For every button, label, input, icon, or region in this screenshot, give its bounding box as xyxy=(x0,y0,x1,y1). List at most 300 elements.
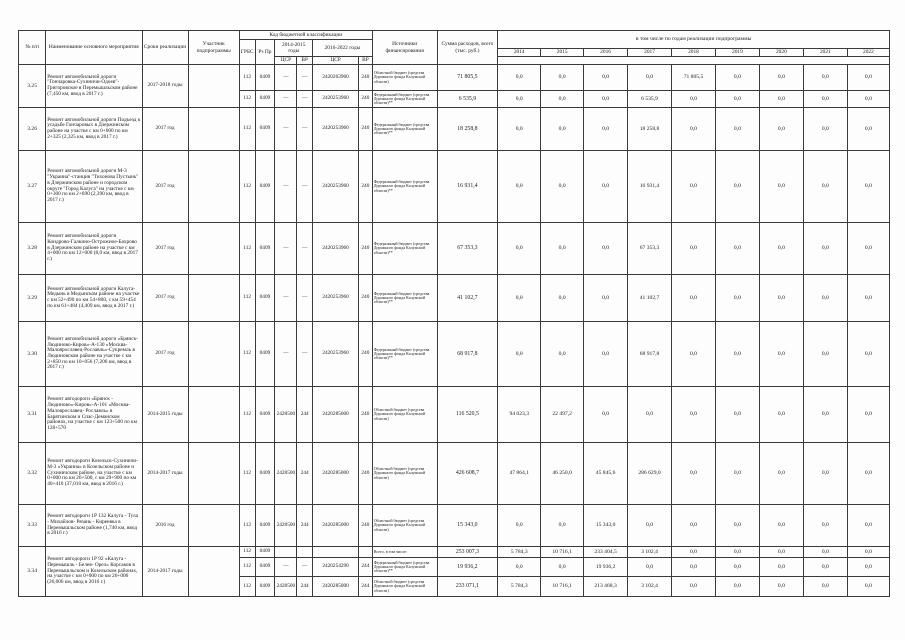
cell-vr-2016: 240 xyxy=(359,443,373,505)
cell-year-value: 10 716,1 xyxy=(541,547,584,558)
cell-year-value: 5 784,3 xyxy=(498,547,541,558)
cell-source: Областной бюджет (средства Дорожного фонда Калужской области) xyxy=(372,577,437,597)
cell-rzpr: 0409 xyxy=(255,443,275,505)
cell-year-value: 0,0 xyxy=(715,322,759,387)
cell-csr-2016: 2420285000 xyxy=(313,577,359,597)
cell-vr-2016: 240 xyxy=(359,223,373,275)
cell-year-value: 46 250,0 xyxy=(541,443,584,505)
cell-year-value: 0,0 xyxy=(803,577,847,597)
cell-year-value: 0,0 xyxy=(541,558,584,577)
cell-csr-2016 xyxy=(313,547,359,558)
cell-vr-2014: — xyxy=(297,65,313,91)
cell-grbs: 112 xyxy=(239,322,255,387)
cell-year-value: 0,0 xyxy=(584,65,628,91)
row-number: 3.31 xyxy=(19,387,46,443)
cell-year-value: 0,0 xyxy=(541,505,584,547)
header-year: 2016 xyxy=(584,49,628,57)
measure-name: Ремонт автомобильной дороги "Гончаровка-Сухиничи-Одоев"- Григоровское в Перемышльском районе (7,450 км, ввод в 2017 г.) xyxy=(46,65,142,108)
cell-csr-2014: 2428500 xyxy=(275,577,297,597)
cell-grbs: 112 xyxy=(239,65,255,91)
header-vr-b: ВР xyxy=(359,57,373,65)
cell-total: 67 353,3 xyxy=(437,223,498,275)
cell-year-value: 0,0 xyxy=(847,505,889,547)
cell-csr-2014: — xyxy=(275,151,297,223)
row-number: 3.34 xyxy=(19,547,46,597)
cell-year-value: 0,0 xyxy=(672,505,716,547)
measure-period: 2014-2017 годы xyxy=(142,443,188,505)
measure-period: 2017 год xyxy=(142,275,188,322)
cell-year-value: 0,0 xyxy=(715,91,759,108)
header-by-year: в том числе по годам реализации подпрограммы xyxy=(498,31,890,49)
cell-rzpr: 0409 xyxy=(255,65,275,91)
cell-year-value: 3 102,4 xyxy=(628,547,672,558)
cell-year-value: 286 629,0 xyxy=(628,443,672,505)
cell-year-value: 10 716,1 xyxy=(541,577,584,597)
header-year: 2014 xyxy=(498,49,541,57)
cell-year-value: 0,0 xyxy=(672,151,716,223)
cell-vr-2016: 240 xyxy=(359,322,373,387)
table-body xyxy=(19,65,890,597)
cell-year-value: 67 353,3 xyxy=(628,223,672,275)
measure-participant xyxy=(188,65,239,108)
cell-year-value: 5 784,3 xyxy=(498,577,541,597)
cell-year-value: 0,0 xyxy=(672,558,716,577)
cell-year-value: 0,0 xyxy=(847,65,889,91)
header-year: 2021 xyxy=(803,49,847,57)
cell-year-value: 0,0 xyxy=(584,322,628,387)
cell-year-value: 0,0 xyxy=(847,577,889,597)
cell-source: Федеральный бюджет (средства Дорожного фонда Калужской области)** xyxy=(372,322,437,387)
cell-year-value: 0,0 xyxy=(803,558,847,577)
cell-year-value: 0,0 xyxy=(759,505,803,547)
cell-csr-2016: 2420253960 xyxy=(313,322,359,387)
measure-name: Ремонт автомобильной дороги М-3 "Украина"-станция "Тихонова Пустынь" в Дзержинском районе и городском округе "Город Калуга" на участке с км 0+300 по км 2+690 (2,390 км, ввод в 2017 г.) xyxy=(46,151,142,223)
cell-total: 19 936,2 xyxy=(437,558,498,577)
cell-year-value: 0,0 xyxy=(715,108,759,151)
cell-rzpr: 0409 xyxy=(255,275,275,322)
cell-year-value: 0,0 xyxy=(803,223,847,275)
table-row xyxy=(19,65,890,91)
cell-year-value: 0,0 xyxy=(715,223,759,275)
cell-year-value: 0,0 xyxy=(541,108,584,151)
header-budget-class: Код бюджетной классификации xyxy=(239,31,372,40)
header-csr-a: ЦСР xyxy=(275,57,297,65)
cell-rzpr: 0409 xyxy=(255,577,275,597)
cell-total: 116 520,5 xyxy=(437,387,498,443)
cell-year-value: 0,0 xyxy=(715,387,759,443)
cell-rzpr: 0409 xyxy=(255,108,275,151)
cell-year-value: 0,0 xyxy=(759,151,803,223)
cell-year-value: 0,0 xyxy=(541,91,584,108)
cell-grbs: 112 xyxy=(239,387,255,443)
cell-rzpr: 0409 xyxy=(255,91,275,108)
cell-csr-2014: 2428500 xyxy=(275,443,297,505)
measure-period: 2016 год xyxy=(142,505,188,547)
cell-year-value: 0,0 xyxy=(672,387,716,443)
cell-vr-2014: — xyxy=(297,91,313,108)
measure-participant xyxy=(188,275,239,322)
cell-grbs: 112 xyxy=(239,558,255,577)
cell-year-value: 0,0 xyxy=(498,505,541,547)
measure-participant xyxy=(188,151,239,223)
cell-year-value: 0,0 xyxy=(759,577,803,597)
cell-grbs: 112 xyxy=(239,91,255,108)
cell-year-value: 0,0 xyxy=(541,65,584,91)
cell-csr-2016: 2420253960 xyxy=(313,151,359,223)
cell-vr-2016: 240 xyxy=(359,108,373,151)
cell-year-value: 0,0 xyxy=(672,547,716,558)
cell-year-value: 0,0 xyxy=(672,91,716,108)
header-participants: Участник подпрограммы xyxy=(188,31,239,65)
row-number: 3.28 xyxy=(19,223,46,275)
measure-participant xyxy=(188,387,239,443)
cell-year-value: 0,0 xyxy=(628,387,672,443)
cell-grbs: 112 xyxy=(239,223,255,275)
cell-year-value: 0,0 xyxy=(759,443,803,505)
cell-total: 15 343,0 xyxy=(437,505,498,547)
header-total: Сумма расходов, всего (тыс. руб.) xyxy=(437,31,498,65)
cell-year-value: 0,0 xyxy=(847,91,889,108)
cell-source: Федеральный бюджет (средства Дорожного фонда Калужской области)** xyxy=(372,275,437,322)
table-row xyxy=(19,443,890,505)
cell-year-value: 0,0 xyxy=(584,387,628,443)
cell-year-value: 0,0 xyxy=(847,558,889,577)
cell-year-value: 71 805,5 xyxy=(672,65,716,91)
header-year: 2018 xyxy=(672,49,716,57)
cell-total: 253 007,3 xyxy=(437,547,498,558)
cell-year-value: 233 404,5 xyxy=(584,547,628,558)
cell-vr-2016: 240 xyxy=(359,275,373,322)
cell-year-value: 0,0 xyxy=(847,322,889,387)
cell-grbs: 112 xyxy=(239,547,255,558)
cell-vr-2014: — xyxy=(297,223,313,275)
header-year: 2015 xyxy=(541,49,584,57)
measure-period: 2017 год xyxy=(142,223,188,275)
cell-grbs: 112 xyxy=(239,443,255,505)
cell-vr-2014: — xyxy=(297,108,313,151)
table-row xyxy=(19,547,890,558)
cell-year-value: 0,0 xyxy=(847,151,889,223)
cell-total: 233 071,1 xyxy=(437,577,498,597)
cell-year-value: 0,0 xyxy=(715,547,759,558)
cell-vr-2016: 240 xyxy=(359,91,373,108)
cell-year-value: 0,0 xyxy=(759,547,803,558)
cell-rzpr: 0409 xyxy=(255,322,275,387)
measure-name: Ремонт автомобильной дороги Кондрово-Галкино-Острожное-Бахрово в Дзержинском районе на участке с км 4+000 по км 12+000 (8,0 км, ввод в 2017 г.) xyxy=(46,223,142,275)
cell-year-value: 0,0 xyxy=(847,387,889,443)
cell-csr-2014: 2428500 xyxy=(275,387,297,443)
cell-year-value: 213 468,3 xyxy=(584,577,628,597)
measure-period: 2017 год xyxy=(142,322,188,387)
table-row xyxy=(19,322,890,387)
cell-csr-2014: — xyxy=(275,558,297,577)
cell-grbs: 112 xyxy=(239,577,255,597)
measure-name: Ремонт автомобильной дороги Калуга-Медынь в Медынском районе на участке с км 52+490 по км 54+800, с км 59+454 по км 61+484 (4,409 км, ввод в 2017 г.) xyxy=(46,275,142,322)
cell-year-value: 19 936,2 xyxy=(584,558,628,577)
cell-year-value: 0,0 xyxy=(759,91,803,108)
cell-grbs: 112 xyxy=(239,108,255,151)
cell-year-value: 0,0 xyxy=(628,558,672,577)
cell-rzpr: 0409 xyxy=(255,387,275,443)
cell-vr-2016: 240 xyxy=(359,505,373,547)
cell-year-value: 0,0 xyxy=(541,275,584,322)
cell-source: Федеральный бюджет (средства Дорожного фонда Калужской области)** xyxy=(372,223,437,275)
cell-vr-2014: 244 xyxy=(297,577,313,597)
cell-year-value: 0,0 xyxy=(672,223,716,275)
cell-source: Федеральный бюджет (средства Дорожного фонда Калужской области)** xyxy=(372,558,437,577)
row-number: 3.30 xyxy=(19,322,46,387)
cell-year-value: 0,0 xyxy=(715,558,759,577)
measure-participant xyxy=(188,223,239,275)
cell-year-value: 0,0 xyxy=(847,223,889,275)
cell-year-value: 0,0 xyxy=(672,322,716,387)
cell-total: 426 608,7 xyxy=(437,443,498,505)
header-year: 2020 xyxy=(759,49,803,57)
cell-year-value: 6 535,9 xyxy=(628,91,672,108)
cell-year-value: 0,0 xyxy=(628,65,672,91)
cell-vr-2016: 240 xyxy=(359,151,373,223)
cell-vr-2016: 244 xyxy=(359,558,373,577)
cell-grbs: 112 xyxy=(239,505,255,547)
table-row xyxy=(19,387,890,443)
header-year: 2022 xyxy=(847,49,889,57)
measure-participant xyxy=(188,322,239,387)
cell-year-value: 0,0 xyxy=(759,108,803,151)
cell-year-value: 22 497,2 xyxy=(541,387,584,443)
row-number: 3.25 xyxy=(19,65,46,108)
cell-csr-2016: 2420253960 xyxy=(313,91,359,108)
cell-total: 71 805,5 xyxy=(437,65,498,91)
cell-grbs: 112 xyxy=(239,275,255,322)
header-grbs: ГРБС xyxy=(239,40,255,65)
cell-year-value: 0,0 xyxy=(803,275,847,322)
header-csr-b: ЦСР xyxy=(313,57,359,65)
cell-vr-2016: 240 xyxy=(359,65,373,91)
cell-year-value: 0,0 xyxy=(498,223,541,275)
cell-year-value: 0,0 xyxy=(498,151,541,223)
budget-table xyxy=(18,30,890,597)
cell-year-value: 0,0 xyxy=(803,108,847,151)
cell-total: 18 258,8 xyxy=(437,108,498,151)
cell-year-value: 0,0 xyxy=(498,275,541,322)
cell-year-value: 0,0 xyxy=(498,558,541,577)
cell-csr-2016: 2420253960 xyxy=(313,108,359,151)
row-number: 3.26 xyxy=(19,108,46,151)
row-number: 3.32 xyxy=(19,443,46,505)
cell-year-value: 0,0 xyxy=(584,275,628,322)
cell-source: Всего, в том числе: xyxy=(372,547,437,558)
cell-vr-2014: — xyxy=(297,322,313,387)
cell-source: Областной бюджет (средства Дорожного фонда Калужской области) xyxy=(372,443,437,505)
cell-year-value: 47 864,1 xyxy=(498,443,541,505)
cell-vr-2014: 244 xyxy=(297,387,313,443)
measure-name: Ремонт автодороги 1Р 132 Калуга - Тула - Михайлов- Рязань - Киреевка в Перемышльском районе (1,740 км, ввод в 2016 г.) xyxy=(46,505,142,547)
cell-year-value: 0,0 xyxy=(672,275,716,322)
cell-csr-2016: 2420253960 xyxy=(313,223,359,275)
cell-year-value: 0,0 xyxy=(715,443,759,505)
cell-year-value: 0,0 xyxy=(803,322,847,387)
cell-vr-2016: 244 xyxy=(359,577,373,597)
cell-vr-2016 xyxy=(359,547,373,558)
cell-year-value: 0,0 xyxy=(803,65,847,91)
header-rzpr: Рз Пр xyxy=(255,40,275,65)
cell-total: 16 931,4 xyxy=(437,151,498,223)
cell-year-value: 68 917,8 xyxy=(628,322,672,387)
cell-csr-2016: 2420203960 xyxy=(313,65,359,91)
cell-year-value: 0,0 xyxy=(672,108,716,151)
cell-year-value: 0,0 xyxy=(672,443,716,505)
cell-year-value: 0,0 xyxy=(715,577,759,597)
cell-year-value: 0,0 xyxy=(672,577,716,597)
cell-total: 41 102,7 xyxy=(437,275,498,322)
header-spacer xyxy=(498,57,890,65)
cell-year-value: 0,0 xyxy=(759,275,803,322)
cell-year-value: 0,0 xyxy=(847,108,889,151)
measure-participant xyxy=(188,547,239,597)
cell-csr-2016: 2420285000 xyxy=(313,505,359,547)
measure-participant xyxy=(188,443,239,505)
cell-year-value: 0,0 xyxy=(715,151,759,223)
header-num: № п/п xyxy=(19,31,46,65)
cell-source: Областной бюджет (средства Дорожного фонда Калужской области) xyxy=(372,387,437,443)
measure-name: Ремонт автодороги 1Р 92 «Калуга - Перемышль - Белев- Орел» Корсаков в Перемышльском и Козельском районах, на участке с км 0+000 по км 26+006 (26,006 км, ввод в 2016 г.) xyxy=(46,547,142,597)
cell-csr-2016: 2420253960 xyxy=(313,275,359,322)
table-row xyxy=(19,151,890,223)
table-row xyxy=(19,505,890,547)
cell-year-value: 0,0 xyxy=(541,223,584,275)
cell-year-value: 16 931,4 xyxy=(628,151,672,223)
cell-csr-2016: 2420254290 xyxy=(313,558,359,577)
cell-source: Федеральный бюджет (средства Дорожного фонда Калужской области)** xyxy=(372,151,437,223)
cell-rzpr: 0409 xyxy=(255,151,275,223)
measure-period: 2014-2015 годы xyxy=(142,387,188,443)
cell-csr-2014: — xyxy=(275,108,297,151)
cell-year-value: 0,0 xyxy=(847,443,889,505)
cell-csr-2016: 2420285000 xyxy=(313,387,359,443)
cell-source: Федеральный бюджет (средства Дорожного фонда Калужской области)** xyxy=(372,91,437,108)
cell-year-value: 0,0 xyxy=(847,547,889,558)
cell-year-value: 0,0 xyxy=(759,558,803,577)
cell-year-value: 0,0 xyxy=(541,322,584,387)
header-vr-a: ВР xyxy=(297,57,313,65)
cell-total: 68 917,8 xyxy=(437,322,498,387)
measure-name: Ремонт автомобильной дороги Подъезд к усадьбе Гончаровых в Дзержинском районе на участке с км 0+000 по км 2+325 (2,325 км, ввод в 2017 г.) xyxy=(46,108,142,151)
cell-rzpr: 0409 xyxy=(255,505,275,547)
cell-vr-2014: — xyxy=(297,275,313,322)
cell-year-value: 18 258,8 xyxy=(628,108,672,151)
cell-year-value: 15 343,0 xyxy=(584,505,628,547)
cell-year-value: 0,0 xyxy=(715,275,759,322)
cell-csr-2014 xyxy=(275,547,297,558)
header-period-a: 2014-2015 годы xyxy=(275,40,313,57)
cell-csr-2016: 2420285000 xyxy=(313,443,359,505)
cell-year-value: 94 023,3 xyxy=(498,387,541,443)
cell-vr-2014: 244 xyxy=(297,505,313,547)
cell-csr-2014: — xyxy=(275,275,297,322)
cell-source: Областной бюджет (средства Дорожного фонда Калужской области) xyxy=(372,65,437,91)
cell-rzpr: 0409 xyxy=(255,558,275,577)
measure-period: 2014-2017 годы xyxy=(142,547,188,597)
cell-csr-2014: — xyxy=(275,322,297,387)
measure-period: 2017-2018 годы xyxy=(142,65,188,108)
cell-year-value: 0,0 xyxy=(803,505,847,547)
cell-rzpr: 0409 xyxy=(255,223,275,275)
cell-year-value: 0,0 xyxy=(759,223,803,275)
cell-csr-2014: — xyxy=(275,91,297,108)
cell-year-value: 0,0 xyxy=(584,91,628,108)
cell-year-value: 45 845,6 xyxy=(584,443,628,505)
row-number: 3.27 xyxy=(19,151,46,223)
cell-source: Областной бюджет (средства Дорожного фонда Калужской области) xyxy=(372,505,437,547)
cell-year-value: 0,0 xyxy=(759,65,803,91)
cell-year-value: 0,0 xyxy=(759,387,803,443)
table-row xyxy=(19,108,890,151)
cell-year-value: 0,0 xyxy=(541,151,584,223)
row-number: 3.33 xyxy=(19,505,46,547)
measure-period: 2017 год xyxy=(142,151,188,223)
cell-csr-2014: 2428500 xyxy=(275,505,297,547)
table-header xyxy=(19,31,890,65)
header-period: Сроки реализации xyxy=(142,31,188,65)
header-name: Наименование основного мероприятия xyxy=(46,31,142,65)
header-year: 2017 xyxy=(628,49,672,57)
cell-total: 6 535,9 xyxy=(437,91,498,108)
cell-year-value: 0,0 xyxy=(498,108,541,151)
cell-year-value: 0,0 xyxy=(498,322,541,387)
cell-year-value: 0,0 xyxy=(803,547,847,558)
cell-year-value: 0,0 xyxy=(803,387,847,443)
cell-vr-2014: — xyxy=(297,151,313,223)
header-period-b: 2016-2022 годы xyxy=(313,40,373,57)
cell-year-value: 3 102,4 xyxy=(628,577,672,597)
cell-year-value: 0,0 xyxy=(498,65,541,91)
cell-vr-2014 xyxy=(297,547,313,558)
row-number: 3.29 xyxy=(19,275,46,322)
cell-rzpr: 0409 xyxy=(255,547,275,558)
cell-grbs: 112 xyxy=(239,151,255,223)
cell-year-value: 0,0 xyxy=(584,223,628,275)
cell-year-value: 0,0 xyxy=(584,108,628,151)
cell-year-value: 0,0 xyxy=(584,151,628,223)
measure-name: Ремонт автодороги Козельск-Сухиничи-М-3 «Украина» в Козельском районе и Сухиничском районе, на участке с км 0+000 по км 26+500, с км 29+900 по км 40+410 (37,010 км, ввод в 2016 г.) xyxy=(46,443,142,505)
measure-participant xyxy=(188,505,239,547)
cell-year-value: 0,0 xyxy=(847,275,889,322)
measure-name: Ремонт автомобильной дороги «Брянск-Людиново-Киров»-А-130 «Москва-Малоярославец-Рославль»-Сукремль в Людиновском районе на участке с км 2+850 по км 10+056 (7,206 км, ввод в 2017 г.) xyxy=(46,322,142,387)
table-row xyxy=(19,223,890,275)
measure-participant xyxy=(188,108,239,151)
header-year: 2019 xyxy=(715,49,759,57)
cell-year-value: 0,0 xyxy=(803,443,847,505)
cell-year-value: 0,0 xyxy=(628,505,672,547)
cell-year-value: 0,0 xyxy=(498,91,541,108)
cell-year-value: 0,0 xyxy=(715,65,759,91)
cell-vr-2014: — xyxy=(297,558,313,577)
measure-name: Ремонт автодороги «Брянск - Людиново»-Киров»-А-101 «Москва-Малоярославец- Рославль» в Барятинском и Спас-Деманском районах, на участке с км 123+500 по км 128+570 xyxy=(46,387,142,443)
cell-vr-2016: 240 xyxy=(359,387,373,443)
cell-vr-2014: 244 xyxy=(297,443,313,505)
cell-year-value: 0,0 xyxy=(803,91,847,108)
cell-year-value: 0,0 xyxy=(803,151,847,223)
cell-csr-2014: — xyxy=(275,223,297,275)
cell-year-value: 0,0 xyxy=(715,505,759,547)
measure-period: 2017 год xyxy=(142,108,188,151)
cell-year-value: 41 102,7 xyxy=(628,275,672,322)
table-row xyxy=(19,275,890,322)
header-sources: Источники финансирования xyxy=(372,31,437,65)
cell-csr-2014: — xyxy=(275,65,297,91)
cell-source: Федеральный бюджет (средства Дорожного фонда Калужской области)** xyxy=(372,108,437,151)
cell-year-value: 0,0 xyxy=(759,322,803,387)
